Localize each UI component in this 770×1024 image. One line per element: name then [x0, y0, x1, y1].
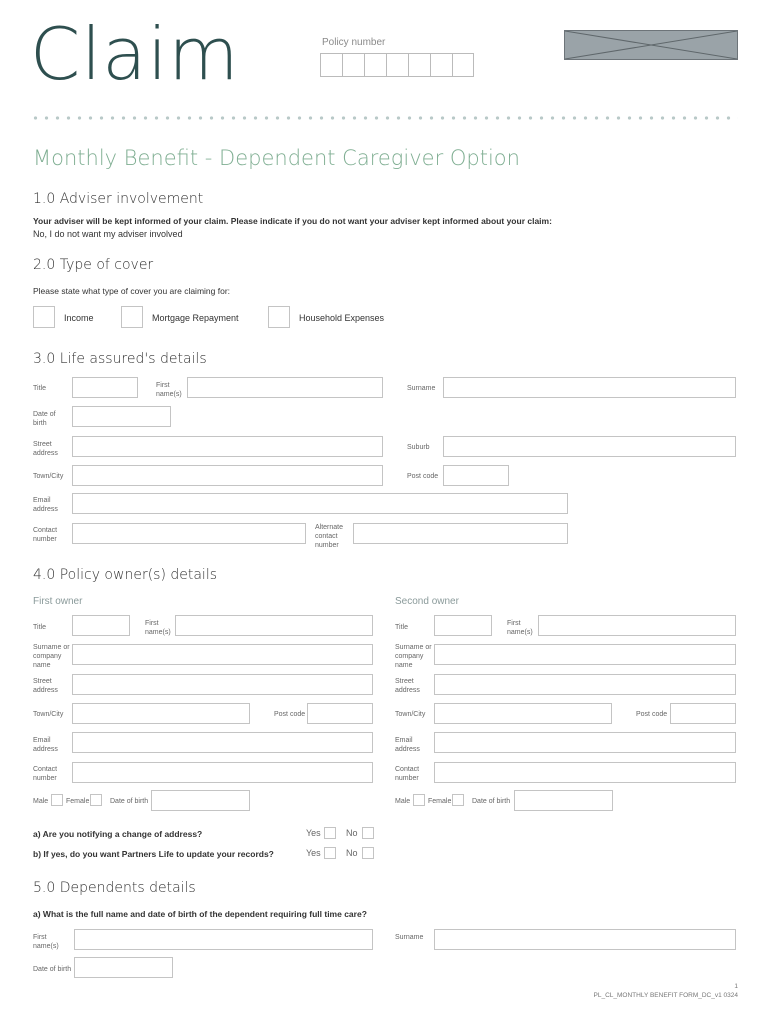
o1-female-checkbox[interactable] — [90, 794, 102, 806]
o2-postcode-input[interactable] — [670, 703, 736, 724]
form-title: Monthly Benefit - Dependent Caregiver Option — [33, 146, 520, 170]
o2-title-input[interactable] — [434, 615, 492, 636]
la-dob-input[interactable] — [72, 406, 171, 427]
adviser-opt-out-option[interactable]: No, I do not want my adviser involved — [33, 229, 183, 239]
o1-first-names-input[interactable] — [175, 615, 373, 636]
second-owner-heading: Second owner — [395, 596, 459, 607]
section-4-heading: 4.0 Policy owner(s) details — [33, 567, 218, 583]
first-owner-heading: First owner — [33, 596, 83, 607]
policy-number-digit[interactable] — [430, 53, 452, 77]
section-1-instruction: Your adviser will be kept informed of your claim. Please indicate if you do not want your adviser kept informed about your claim: — [33, 216, 552, 226]
update-records-yes-checkbox[interactable] — [324, 847, 336, 859]
o2-contact-input[interactable] — [434, 762, 736, 783]
section-2-instruction: Please state what type of cover you are claiming for: — [33, 286, 231, 296]
o1-town-input[interactable] — [72, 703, 250, 724]
change-address-yes-checkbox[interactable] — [324, 827, 336, 839]
o1-male-label: Male — [33, 798, 49, 805]
mortgage-repayment-label: Mortgage Repayment — [152, 313, 239, 323]
o2-male-checkbox[interactable] — [413, 794, 425, 806]
policy-number-digit[interactable] — [320, 53, 342, 77]
o1-surname-input[interactable] — [72, 644, 373, 665]
section-1-heading: 1.0 Adviser involvement — [33, 191, 204, 207]
change-address-no-checkbox[interactable] — [362, 827, 374, 839]
income-checkbox[interactable] — [33, 306, 55, 328]
household-expenses-label: Household Expenses — [299, 313, 385, 323]
change-address-yes-label: Yes — [306, 828, 321, 838]
o2-title-label: Title — [395, 624, 408, 631]
o1-contact-label: Contact number — [33, 766, 58, 782]
o2-town-input[interactable] — [434, 703, 612, 724]
o2-town-label: Town/City — [395, 711, 426, 718]
la-town-input[interactable] — [72, 465, 383, 486]
change-address-no-label: No — [346, 828, 358, 838]
section-3-heading: 3.0 Life assured's details — [33, 351, 207, 367]
household-expenses-checkbox[interactable] — [268, 306, 290, 328]
o2-street-label: Street address — [395, 678, 420, 694]
la-street-input[interactable] — [72, 436, 383, 457]
o1-contact-input[interactable] — [72, 762, 373, 783]
page-title: Claim — [30, 12, 240, 96]
policy-number-input[interactable] — [320, 53, 474, 77]
la-first-names-input[interactable] — [187, 377, 383, 398]
o2-surname-input[interactable] — [434, 644, 736, 665]
la-contact-input[interactable] — [72, 523, 306, 544]
o1-male-checkbox[interactable] — [51, 794, 63, 806]
dependent-question: a) What is the full name and date of birth of the dependent requiring full time care? — [33, 909, 367, 919]
income-label: Income — [64, 313, 94, 323]
la-street-label: Street address — [33, 441, 58, 457]
la-suburb-input[interactable] — [443, 436, 736, 457]
o1-surname-label: Surname or company name — [33, 644, 70, 669]
update-records-no-checkbox[interactable] — [362, 847, 374, 859]
page-number: 1 — [734, 983, 738, 990]
mortgage-repayment-checkbox[interactable] — [121, 306, 143, 328]
o2-first-names-input[interactable] — [538, 615, 736, 636]
la-title-input[interactable] — [72, 377, 138, 398]
o1-email-label: Email address — [33, 737, 58, 753]
policy-number-digit[interactable] — [452, 53, 474, 77]
la-surname-input[interactable] — [443, 377, 736, 398]
o2-female-checkbox[interactable] — [452, 794, 464, 806]
o2-dob-input[interactable] — [514, 790, 613, 811]
la-contact-label: Contact number — [33, 527, 58, 543]
policy-number-digit[interactable] — [408, 53, 430, 77]
o1-street-label: Street address — [33, 678, 58, 694]
la-title-label: Title — [33, 385, 46, 392]
update-records-yes-label: Yes — [306, 848, 321, 858]
o2-surname-label: Surname or company name — [395, 644, 432, 669]
update-records-question: b) If yes, do you want Partners Life to update your records? — [33, 849, 274, 859]
la-suburb-label: Suburb — [407, 444, 430, 451]
change-address-question: a) Are you notifying a change of address? — [33, 829, 203, 839]
policy-number-digit[interactable] — [386, 53, 408, 77]
dep-dob-label: Date of birth — [33, 966, 72, 973]
o2-street-input[interactable] — [434, 674, 736, 695]
o1-postcode-input[interactable] — [307, 703, 373, 724]
o1-dob-input[interactable] — [151, 790, 250, 811]
o1-female-label: Female — [66, 798, 90, 805]
dep-surname-label: Surname — [395, 934, 424, 941]
section-5-heading: 5.0 Dependents details — [33, 880, 196, 896]
form-code: PL_CL_MONTHLY BENEFIT FORM_DC_v1 0324 — [593, 992, 738, 999]
o2-postcode-label: Post code — [636, 711, 668, 718]
o1-dob-label: Date of birth — [110, 798, 149, 805]
la-town-label: Town/City — [33, 473, 64, 480]
barcode-placeholder — [564, 30, 738, 60]
la-dob-label: Date of birth — [33, 411, 56, 427]
policy-number-digit[interactable] — [342, 53, 364, 77]
la-first-names-label: First name(s) — [156, 382, 182, 398]
la-email-label: Email address — [33, 497, 58, 513]
o2-first-names-label: First name(s) — [507, 620, 533, 636]
o1-title-input[interactable] — [72, 615, 130, 636]
section-2-heading: 2.0 Type of cover — [33, 257, 154, 273]
dep-surname-input[interactable] — [434, 929, 736, 950]
policy-number-digit[interactable] — [364, 53, 386, 77]
o2-email-input[interactable] — [434, 732, 736, 753]
o1-town-label: Town/City — [33, 711, 64, 718]
la-postcode-input[interactable] — [443, 465, 509, 486]
o2-dob-label: Date of birth — [472, 798, 511, 805]
dep-first-names-label: First name(s) — [33, 934, 59, 950]
o2-email-label: Email address — [395, 737, 420, 753]
la-alt-contact-label: Alternate contact number — [315, 524, 344, 549]
la-surname-label: Surname — [407, 385, 436, 392]
o2-female-label: Female — [428, 798, 452, 805]
o1-title-label: Title — [33, 624, 46, 631]
o2-contact-label: Contact number — [395, 766, 420, 782]
o2-male-label: Male — [395, 798, 411, 805]
la-alt-contact-input[interactable] — [353, 523, 568, 544]
update-records-no-label: No — [346, 848, 358, 858]
dep-dob-input[interactable] — [74, 957, 173, 978]
o1-first-names-label: First name(s) — [145, 620, 171, 636]
la-postcode-label: Post code — [407, 473, 439, 480]
dotted-divider — [30, 116, 738, 120]
barcode-cross-icon — [565, 31, 737, 59]
policy-number-label: Policy number — [322, 37, 386, 48]
dep-first-names-input[interactable] — [74, 929, 373, 950]
o1-postcode-label: Post code — [274, 711, 306, 718]
o1-email-input[interactable] — [72, 732, 373, 753]
la-email-input[interactable] — [72, 493, 568, 514]
o1-street-input[interactable] — [72, 674, 373, 695]
